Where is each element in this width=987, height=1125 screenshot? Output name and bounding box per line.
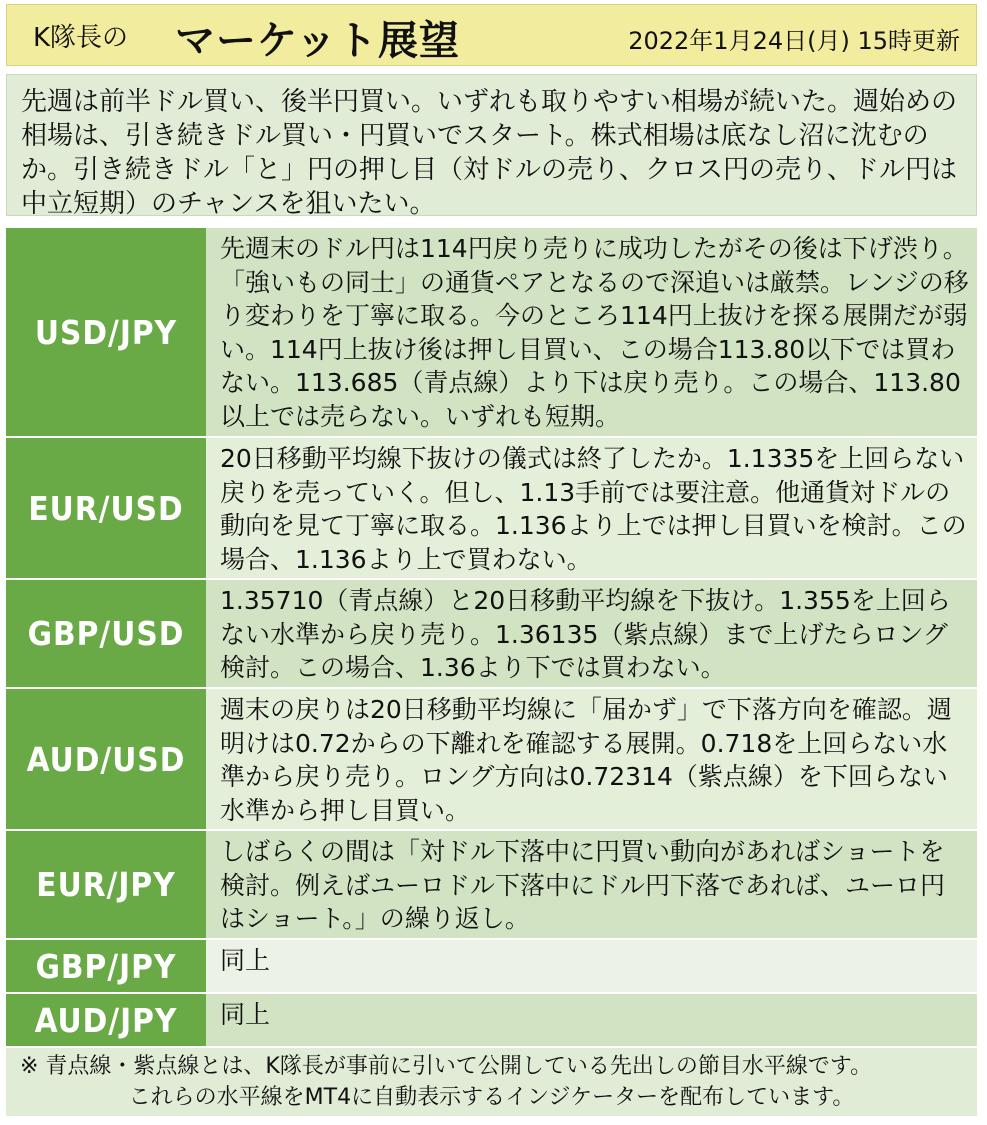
- table-row: [6, 994, 977, 1048]
- pair-label: EUR/JPY: [6, 831, 206, 940]
- currency-pair-table: [6, 228, 977, 1048]
- footnote: [6, 1048, 977, 1116]
- pair-label: GBP/USD: [6, 580, 206, 689]
- pair-outlook: しばらくの間は「対ドル下落中に円買い動向があればショートを検討。例えばユーロドル下落中にドル円下落であれば、ユーロ円はショート。」の繰り返し。: [206, 831, 977, 940]
- pair-outlook: 1.35710（青点線）と20日移動平均線を下抜け。1.355を上回らない水準から戻り売り。1.36135（紫点線）まで上げたらロング検討。この場合、1.36より下では買わない。: [206, 580, 977, 689]
- weekly-summary: 先週は前半ドル買い、後半円買い。いずれも取りやすい相場が続いた。週始めの相場は、引き続きドル買い・円買いでスタート。株式相場は底なし沼に沈むのか。引き続きドル「と」円の押し目（対ドルの売り、クロス円の売り、ドル円は中立短期）のチャンスを狙いたい。: [6, 74, 977, 216]
- pair-outlook: 週末の戻りは20日移動平均線に「届かず」で下落方向を確認。週明けは0.72からの下離れを確認する展開。0.718を上回らない水準から戻り売り。ロング方向は0.72314（紫点線）を下回らない水準から押し目買い。: [206, 689, 977, 831]
- brand-label: K隊長の: [33, 23, 129, 53]
- pair-outlook: 同上: [206, 994, 977, 1048]
- pair-outlook: 20日移動平均線下抜けの儀式は終了したか。1.1335を上回らない戻りを売っていく。但し、1.13手前では要注意。他通貨対ドルの動向を見て丁寧に取る。1.136より上では押し目買いを検討。この場合、1.136より上で買わない。: [206, 438, 977, 580]
- table-row: [6, 940, 977, 994]
- footnote-line: これらの水平線をMT4に自動表示するインジケーターを配布しています。: [128, 1085, 855, 1110]
- pair-label: AUD/JPY: [6, 994, 206, 1048]
- footnote-line: ※ 青点線・紫点線とは、K隊長が事前に引いて公開している先出しの節目水平線です。: [20, 1054, 873, 1079]
- update-timestamp: 2022年1月24日(月) 15時更新: [628, 27, 960, 55]
- table-row: [6, 831, 977, 940]
- pair-label: AUD/USD: [6, 689, 206, 831]
- pair-label: EUR/USD: [6, 438, 206, 580]
- pair-label: GBP/JPY: [6, 940, 206, 994]
- table-row: [6, 228, 977, 438]
- table-row: [6, 580, 977, 689]
- table-row: [6, 438, 977, 580]
- pair-outlook: 同上: [206, 940, 977, 994]
- header-bar: [6, 4, 977, 66]
- table-row: [6, 689, 977, 831]
- pair-label: USD/JPY: [6, 228, 206, 438]
- page-title: マーケット展望: [175, 18, 460, 64]
- pair-outlook: 先週末のドル円は114円戻り売りに成功したがその後は下げ渋り。「強いもの同士」の通貨ペアとなるので深追いは厳禁。レンジの移り変わりを丁寧に取る。今のところ114円上抜けを探る展開だが弱い。114円上抜け後は押し目買い、この場合113.80以下では買わない。113.685（青点線）より下は戻り売り。この場合、113.80以上では売らない。いずれも短期。: [206, 228, 977, 438]
